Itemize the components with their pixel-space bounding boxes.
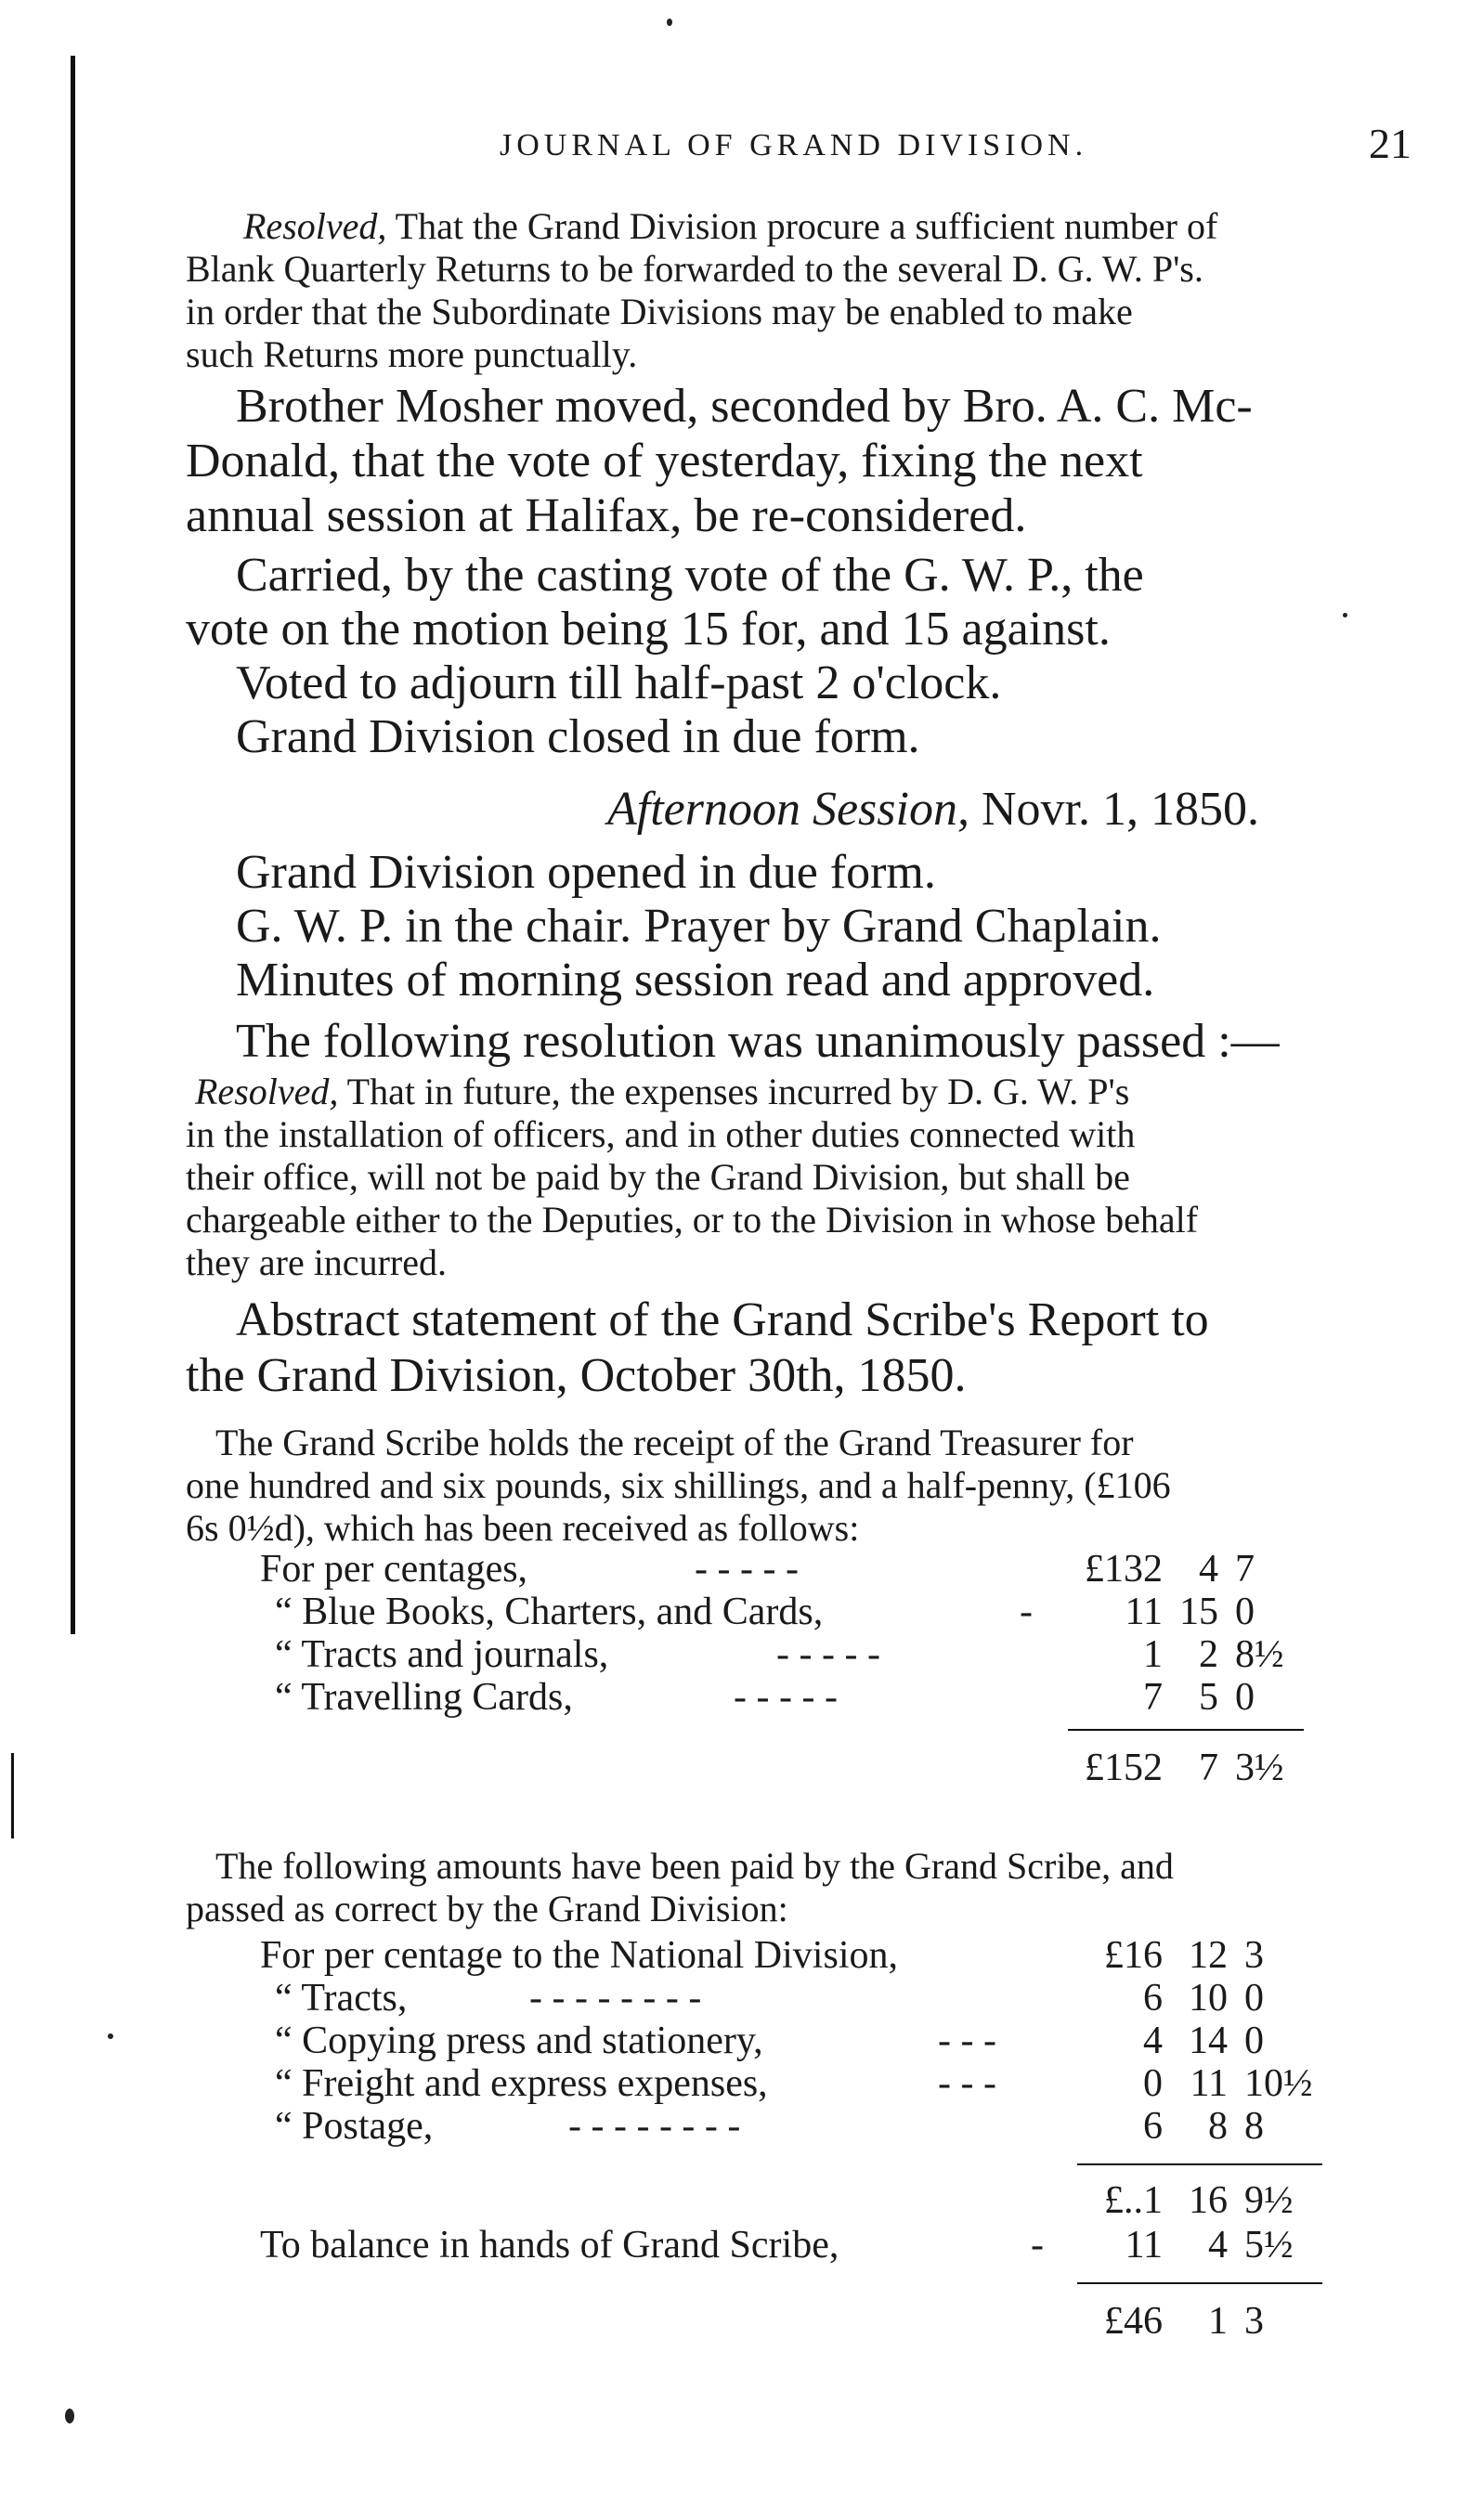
- row-leader: - - - - - - - -: [568, 2105, 741, 2148]
- text-line: in the installation of officers, and in other duties connected with: [186, 1113, 1136, 1155]
- row-label: “ Tracts,: [275, 1977, 408, 2020]
- pounds-cell: £..1: [1104, 2179, 1163, 2222]
- sum-rule: [1068, 1729, 1304, 1731]
- session-date: Novr. 1, 1850.: [981, 783, 1259, 836]
- scan-speck: [108, 2033, 113, 2039]
- pounds-cell: 1: [1143, 1633, 1163, 1676]
- text-line: in order that the Subordinate Divisions may be enabled to make: [186, 291, 1133, 332]
- resolved-lead: Resolved,: [195, 1071, 339, 1112]
- shillings-cell: 15: [1179, 1591, 1218, 1633]
- pounds-cell: 4: [1143, 2020, 1163, 2062]
- row-leader: - - - - - - - -: [529, 1977, 702, 2020]
- pence-cell: 0: [1244, 2020, 1264, 2062]
- text-line: The Grand Scribe holds the receipt of the Grand Treasurer for: [215, 1422, 1134, 1463]
- text-line: such Returns more punctually.: [186, 333, 638, 375]
- minutes-line: Minutes of morning session read and approved.: [236, 954, 1155, 1007]
- row-label: “ Blue Books, Charters, and Cards,: [275, 1591, 824, 1633]
- session-label: Afternoon Session,: [607, 783, 969, 836]
- text-line: That the Grand Division procure a sufficient number of: [395, 205, 1218, 247]
- pence-cell: 9½: [1244, 2179, 1294, 2222]
- shillings-cell: 8: [1208, 2105, 1228, 2148]
- pounds-cell: £46: [1104, 2300, 1163, 2343]
- resolved-lead: Resolved,: [243, 205, 387, 247]
- chair-line: G. W. P. in the chair. Prayer by Grand Chaplain.: [236, 900, 1162, 953]
- row-leader: - - -: [938, 2020, 996, 2062]
- closed-line: Grand Division closed in due form.: [236, 710, 920, 763]
- pence-cell: 3: [1244, 2300, 1264, 2343]
- abstract-heading-line: Abstract statement of the Grand Scribe's Report to: [236, 1293, 1209, 1346]
- pounds-cell: £16: [1104, 1934, 1163, 1977]
- adjourn-line: Voted to adjourn till half-past 2 o'clock.: [236, 656, 1002, 709]
- pounds-cell: 11: [1125, 2224, 1163, 2267]
- abstract-heading-line: the Grand Division, October 30th, 1850.: [186, 1349, 967, 1402]
- row-leader: -: [1020, 1591, 1033, 1633]
- text-line: 6s 0½d), which has been received as follows:: [186, 1507, 860, 1549]
- text-line: they are incurred.: [186, 1241, 447, 1283]
- pence-cell: 0: [1244, 1977, 1264, 2020]
- row-label: “ Freight and express expenses,: [275, 2062, 768, 2105]
- pence-cell: 10½: [1244, 2062, 1313, 2105]
- resolved-paragraph-2: [195, 1070, 1129, 1113]
- shillings-cell: 2: [1199, 1633, 1218, 1676]
- row-label: “ Travelling Cards,: [275, 1676, 573, 1719]
- opened-line: Grand Division opened in due form.: [236, 846, 936, 899]
- sum-rule: [1077, 2282, 1322, 2284]
- shillings-cell: 10: [1189, 1977, 1228, 2020]
- text-line: their office, will not be paid by the Grand Division, but shall be: [186, 1156, 1130, 1198]
- text-line: Donald, that the vote of yesterday, fixing the next: [186, 435, 1143, 487]
- shillings-cell: 14: [1189, 2020, 1228, 2062]
- pence-cell: 3: [1244, 1934, 1264, 1977]
- row-label: “ Postage,: [275, 2105, 434, 2148]
- text-line: chargeable either to the Deputies, or to the Division in whose behalf: [186, 1199, 1199, 1241]
- row-leader: - - - - -: [734, 1676, 838, 1719]
- shillings-cell: 4: [1208, 2224, 1228, 2267]
- text-line: Carried, by the casting vote of the G. W. P., the: [236, 549, 1144, 602]
- pence-cell: 0: [1235, 1676, 1255, 1719]
- row-label: To balance in hands of Grand Scribe,: [260, 2224, 839, 2267]
- following-line: The following resolution was unanimously passed :—: [236, 1015, 1280, 1068]
- scan-speck: [65, 2409, 74, 2423]
- text-line: annual session at Halifax, be re-considered.: [186, 489, 1027, 542]
- pounds-cell: 6: [1143, 2105, 1163, 2148]
- pounds-cell: 0: [1143, 2062, 1163, 2105]
- row-leader: - - -: [938, 2062, 996, 2105]
- pence-cell: 7: [1235, 1548, 1255, 1591]
- text-line: Blank Quarterly Returns to be forwarded to the several D. G. W. P's.: [186, 248, 1203, 290]
- row-leader: -: [1031, 2224, 1044, 2267]
- scan-speck: [667, 19, 672, 26]
- pounds-cell: 7: [1143, 1676, 1163, 1719]
- text-line: Brother Mosher moved, seconded by Bro. A. C. Mc-: [236, 380, 1253, 433]
- row-label: “ Copying press and stationery,: [275, 2020, 763, 2062]
- text-line: vote on the motion being 15 for, and 15 against.: [186, 603, 1111, 656]
- pence-cell: 8½: [1235, 1633, 1284, 1676]
- text-line: That in future, the expenses incurred by D. G. W. P's: [346, 1071, 1130, 1112]
- row-label: For per centage to the National Division,: [260, 1934, 898, 1977]
- shillings-cell: 16: [1189, 2179, 1228, 2222]
- shillings-cell: 4: [1199, 1548, 1218, 1591]
- pounds-cell: £152: [1085, 1747, 1163, 1789]
- margin-mark: [11, 1753, 14, 1838]
- row-leader: - - - - -: [776, 1633, 880, 1676]
- session-heading: [607, 782, 1259, 837]
- scan-speck: [1343, 613, 1347, 617]
- pounds-cell: 11: [1125, 1591, 1163, 1633]
- shillings-cell: 12: [1189, 1934, 1228, 1977]
- pence-cell: 0: [1235, 1591, 1255, 1633]
- text-line: one hundred and six pounds, six shillings, and a half-penny, (£106: [186, 1464, 1171, 1506]
- resolved-paragraph-1: [243, 204, 1217, 248]
- shillings-cell: 5: [1199, 1676, 1218, 1719]
- text-line: The following amounts have been paid by the Grand Scribe, and: [215, 1845, 1174, 1887]
- pence-cell: 5½: [1244, 2224, 1294, 2267]
- pounds-cell: £132: [1085, 1548, 1163, 1591]
- pounds-cell: 6: [1143, 1977, 1163, 2020]
- pence-cell: 3½: [1235, 1747, 1284, 1789]
- row-label: “ Tracts and journals,: [275, 1633, 609, 1676]
- shillings-cell: 11: [1190, 2062, 1228, 2105]
- sum-rule: [1077, 2163, 1322, 2165]
- row-label: For per centages,: [260, 1548, 528, 1591]
- margin-line: [71, 56, 75, 1634]
- row-leader: - - - - -: [695, 1548, 799, 1591]
- text-line: passed as correct by the Grand Division:: [186, 1888, 788, 1929]
- page-number: 21: [1369, 120, 1411, 167]
- running-header: JOURNAL OF GRAND DIVISION.: [500, 128, 1088, 162]
- pence-cell: 8: [1244, 2105, 1264, 2148]
- shillings-cell: 7: [1199, 1747, 1218, 1789]
- shillings-cell: 1: [1208, 2300, 1228, 2343]
